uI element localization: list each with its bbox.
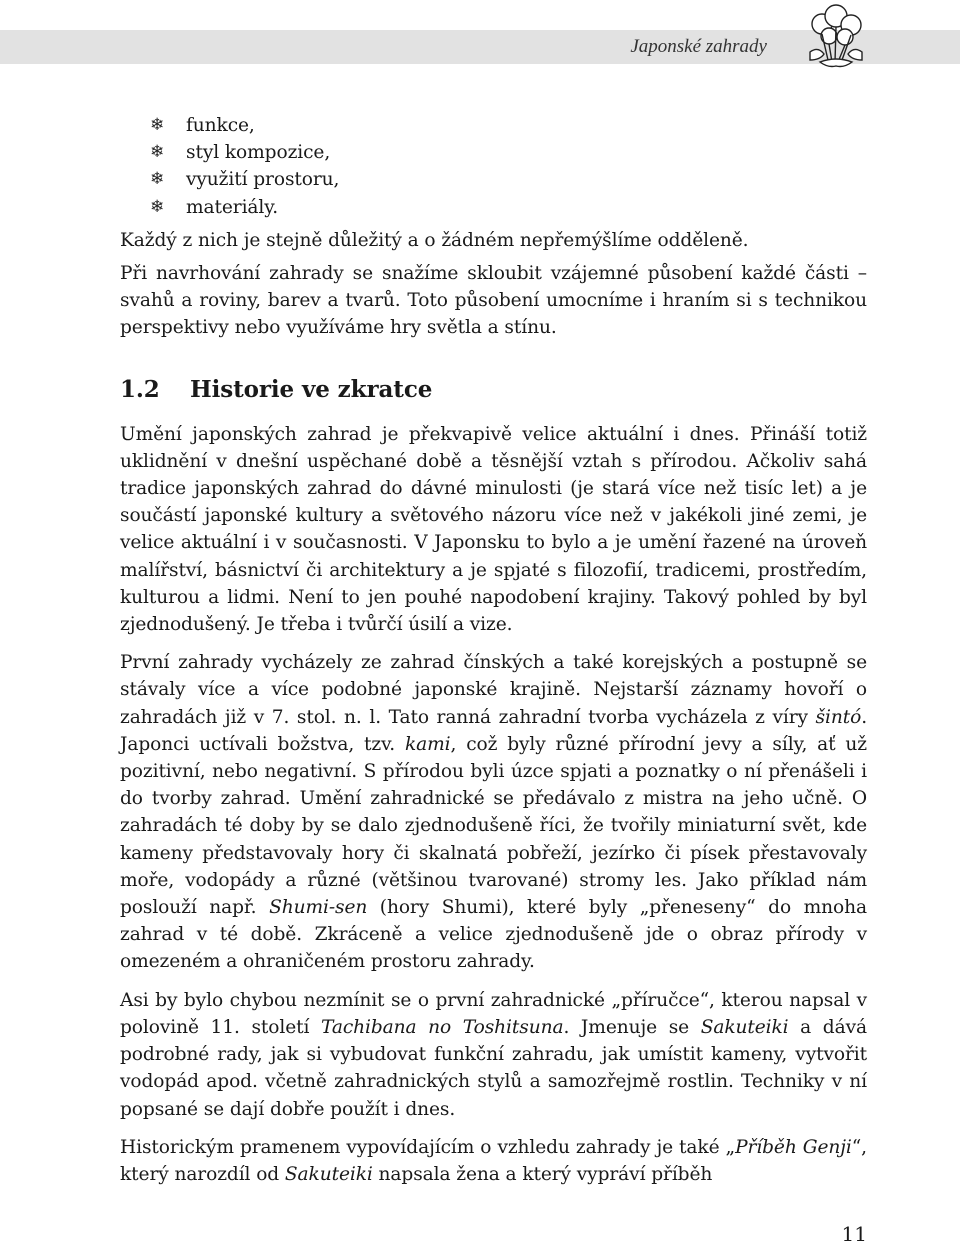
paragraph: Každý z nich je stejně důležitý a o žádném nepřemýšlíme odděleně. [120,229,749,251]
running-header-title: Japonské zahrady [630,36,767,57]
bullet-list [150,112,867,221]
paragraph: Historickým pramenem vypovídajícím o vzhledu zahrady je také „Příběh Genji“, který narozdíl od Sakuteiki napsala žena a který vypráví příběh [120,1136,867,1185]
paragraph: Umění japonských zahrad je překvapivě velice aktuální i dnes. Přináší totiž uklidnění v dnešní uspěchané době a těsnější vztah s přírodou. Ačkoliv sahá tradice japonských zahrad do dávné minulosti (je stará více než tisíc let) a je součástí japonské kultury a světového názoru více než v jakékoli jiné zemi, je velice aktuální i v současnosti. V Japonsku to bylo a je umění řazené na úroveň malířství, básnictví či architektury a je spjaté s filozofií, tradicemi, prostředím, kulturou a lidmi. Není to jen pouhé napodobení krajiny. Takový pohled by byl zjednodušený. Je třeba i tvůrčí úsilí a vize. [120,423,867,636]
list-item: ❄ materiály. [150,194,867,221]
section-number: 1.2 [120,375,160,403]
trees-logo-icon [800,2,872,74]
list-item: ❄ využití prostoru, [150,166,867,193]
list-item: ❄ funkce, [150,112,867,139]
page-content [120,112,867,1199]
snowflake-bullet-icon: ❄ [150,142,165,163]
snowflake-bullet-icon: ❄ [150,169,165,190]
snowflake-bullet-icon: ❄ [150,115,165,135]
paragraph: První zahrady vycházely ze zahrad čínských a také korejských a postupně se stávaly více a více podobné japonské krajině. Nejstarší záznamy hovoří o zahradách již v 7. stol. n. l. Tato ranná zahradní tvorba vycházela z víry šintó. Japonci uctívali božstva, tzv. kami, což byly různé přírodní jevy a síly, ať už pozitivní, nebo negativní. S přírodou byli úzce spjati a poznatky o ní přenášeli i do tvorby zahrad. Umění zahradnické se předávalo z mistra na jeho učně. O zahradách té doby by se dalo zjednodušeně říci, že tvořily miniaturní svět, kde kameny představovaly hory či skalnatá pobřeží, jezírko či písek přestavovaly moře, vodopády a různé (většinou tvarované) stromy les. Jako příklad nám poslouží např. Shumi-sen (hory Shumi), které byly „přeneseny“ do mnoha zahrad v té době. Zkráceně a velice zjednodušeně jde o obraz přírody v omezeném a ohraničeném prostoru zahrady. [120,652,867,973]
page-number: 11 [841,1222,867,1246]
section-title: Historie ve zkratce [190,375,433,403]
paragraph: Asi by bylo chybou nezmínit se o první zahradnické „příručce“, kterou napsal v polovině 11. století Tachibana no Toshitsuna. Jmenuje se Sakuteiki a dává podrobné rady, jak si vybudovat funkční zahradu, jak umístit kameny, vytvořit vodopád apod. včetně zahradnických stylů a samozřejmě rostlin. Techniky v ní popsané se dají dobře použít i dnes. [120,989,867,1120]
list-item: ❄ styl kompozice, [150,139,867,166]
section-heading [120,375,867,405]
paragraph: Při navrhování zahrady se snažíme skloubit vzájemné působení každé části – svahů a roviny, barev a tvarů. Toto působení umocníme i hraním si s technikou perspektivy nebo využíváme hry světla a stínu. [120,263,867,339]
snowflake-bullet-icon: ❄ [150,196,165,217]
